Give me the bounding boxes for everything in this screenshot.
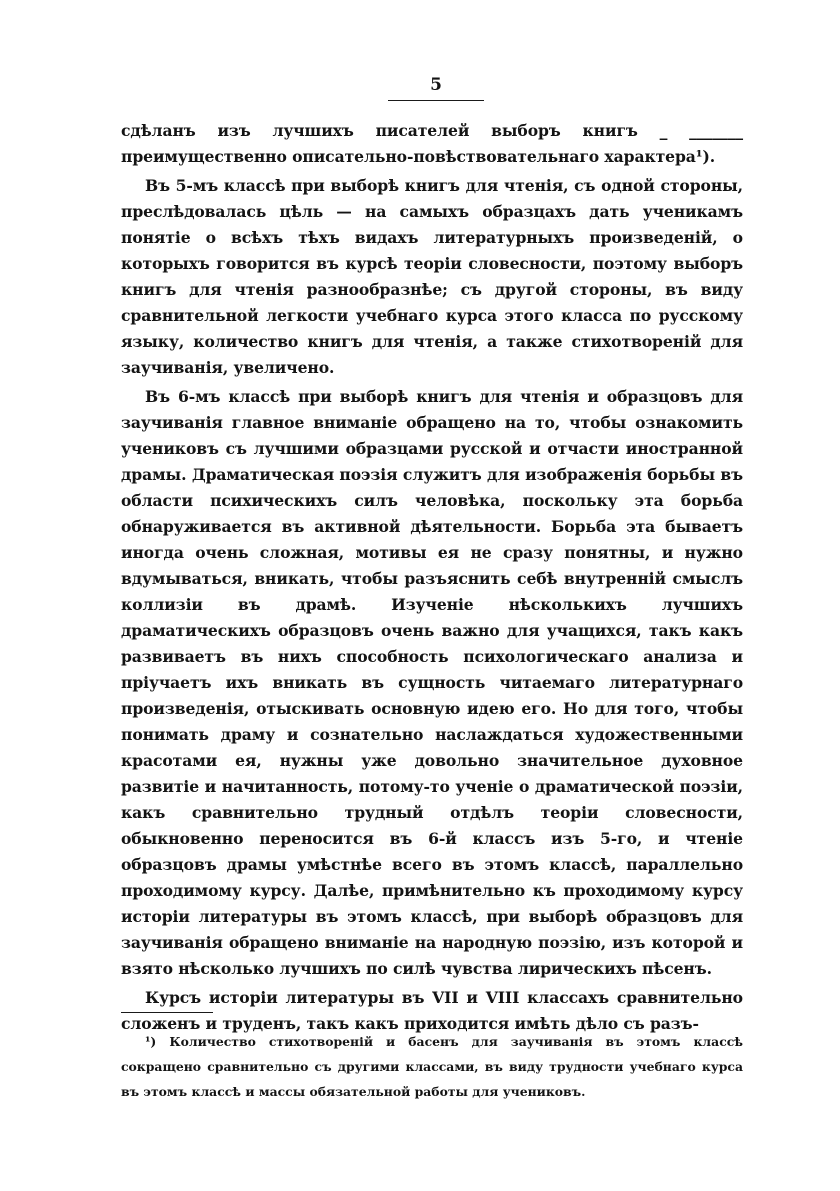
paragraph-1: сдѣланъ изъ лучшихъ писателей выборъ книгъ _ _______ преимущественно описательно-повѣствовательнаго характера¹). <box>121 121 743 166</box>
paragraph-4: Курсъ исторіи литературы въ VII и VIII классахъ сравнительно сложенъ и труденъ, такъ какъ приходится имѣть дѣло съ разъ- <box>121 988 743 1033</box>
paragraph-3: Въ 6-мъ классѣ при выборѣ книгъ для чтенія и образцовъ для заучиванія главное вниманіе обращено на то, чтобы ознакомить учениковъ съ лучшими образцами русской и отчасти иностранной драмы. Драматическая поэзія служитъ для изображенія борьбы въ области психическихъ силъ человѣка, поскольку эта борьба обнаруживается въ активной дѣятельности. Борьба эта бываетъ иногда очень сложная, мотивы ея не сразу понятны, и нужно вдумываться, вникать, чтобы разъяснить себѣ внутренній смыслъ коллизіи въ драмѣ. Изученіе нѣсколькихъ лучшихъ драматическихъ образцовъ очень важно для учащихся, такъ какъ развиваетъ въ нихъ способность психологическаго анализа и пріучаетъ ихъ вникать въ сущность читаемаго литературнаго произведенія, отыскивать основную идею его. Но для того, чтобы понимать драму и сознательно наслаждаться художественными красотами ея, нужны уже довольно значительное духовное развитіе и начитанность, потому-то ученіе о драматической поэзіи, какъ сравнительно трудный отдѣлъ теоріи словесности, обыкновенно переносится въ 6-й классъ изъ 5-го, и чтеніе образцовъ драмы умѣстнѣе всего въ этомъ классѣ, параллельно проходимому курсу. Далѣе, примѣнительно къ проходимому курсу исторіи литературы въ этомъ классѣ, при выборѣ образцовъ для заучиванія обращено вниманіе на народную поэзію, изъ которой и взято нѣсколько лучшихъ по силѣ чувства лирическихъ пѣсенъ. <box>121 387 743 978</box>
footnote-rule <box>121 1012 213 1013</box>
footnote: ¹) Количество стихотвореній и басенъ для заучиванія въ этомъ классѣ сокращено сравнительно съ другими классами, въ виду трудности учебнаго курса въ этомъ классѣ и массы обязательной работы для учениковъ. <box>121 1034 743 1099</box>
body-text <box>121 118 743 1037</box>
page-number-rule <box>388 100 484 101</box>
paragraph-2: Въ 5-мъ классѣ при выборѣ книгъ для чтенія, съ одной стороны, преслѣдовалась цѣль — на самыхъ образцахъ дать ученикамъ понятіе о всѣхъ тѣхъ видахъ литературныхъ произведеній, о которыхъ говорится въ курсѣ теоріи словесности, поэтому выборъ книгъ для чтенія разнообразнѣе; съ другой стороны, въ виду сравнительной легкости учебнаго курса этого класса по русскому языку, количество книгъ для чтенія, а также стихотвореній для заучиванія, увеличено. <box>121 176 743 377</box>
page-number: 5 <box>430 75 442 95</box>
